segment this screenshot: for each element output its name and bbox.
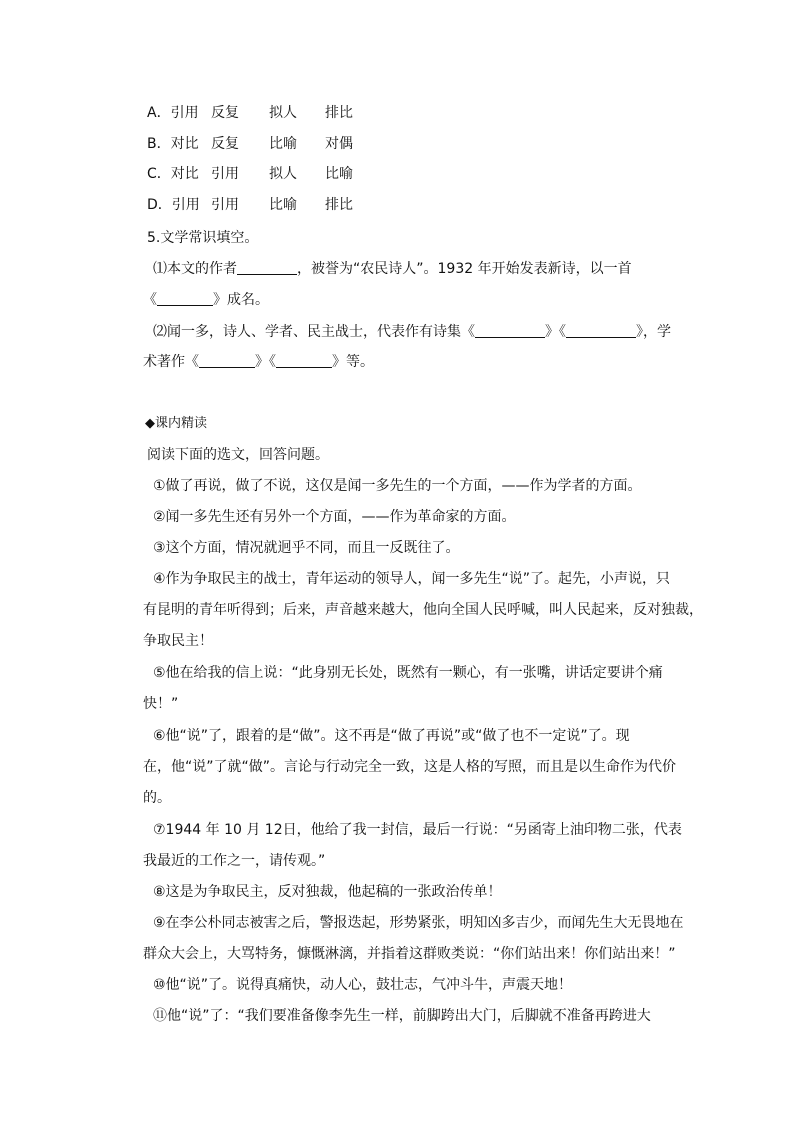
option-item: 反复 [211,136,239,152]
paragraph-line: ①做了再说，做了不说，这仅是闻一多先生的一个方面，——作为学者的方面。 [153,478,642,494]
text-segment: 》等。 [332,354,374,370]
paragraph-line: ③这个方面，情况就迥乎不同，而且一反既往了。 [153,540,460,556]
text-segment: 》，学 [636,324,671,340]
text-segment: ，被誉为“农民诗人”。1932 年开始发表新诗，以一首 [297,261,632,277]
option-letter: C． [147,166,171,182]
paragraph-line: 在，他“说”了就“做”。言论与行动完全一致，这是人格的写照，而且是以生命作为代价 [143,759,677,775]
option-item: 排比 [325,197,353,213]
answer-blank[interactable] [475,323,545,338]
answer-blank[interactable] [566,323,636,338]
option-item: 对比 [170,166,199,182]
section-heading: ◆课内精读 [145,416,207,431]
option-c [147,164,375,184]
section-intro: 阅读下面的选文，回答问题。 [147,447,329,463]
option-item: 对偶 [325,136,353,152]
question-5-part-2-line-2 [143,352,374,372]
text-segment: 《 [143,292,157,308]
option-item: 引用 [170,105,199,121]
answer-blank[interactable] [237,260,297,275]
option-d [147,195,375,215]
paragraph-line: ⑥他“说”了，跟着的是“做”。这不再是“做了再说”或“做了也不一定说”了。现 [153,728,630,744]
text-segment: 》《 [255,354,276,370]
answer-blank[interactable] [199,353,255,368]
question-5-title: 5.文学常识填空。 [147,230,259,246]
question-5-part-1-line-1 [153,259,632,279]
option-item: 排比 [325,105,353,121]
text-segment: ⑴本文的作者 [153,261,237,277]
option-item: 引用 [211,166,239,182]
option-item: 引用 [171,197,200,213]
paragraph-line: 的。 [143,790,171,806]
paragraph-line: 快！” [143,696,179,712]
paragraph-line: ⑨在李公朴同志被害之后，警报迭起，形势紧张，明知凶多吉少，而闻先生大无畏地在 [153,915,684,931]
option-item: 拟人 [269,166,297,182]
option-item: 比喻 [269,197,297,213]
paragraph-line: 群众大会上，大骂特务，慷慨淋漓，并指着这群败类说：“你们站出来！你们站出来！” [143,946,676,962]
paragraph-line: 有昆明的青年听得到；后来，声音越来越大，他向全国人民呼喊，叫人民起来，反对独裁， [143,602,703,618]
option-a [147,103,375,123]
paragraph-line: ⑧这是为争取民主，反对独裁，他起稿的一张政治传单！ [153,884,502,900]
answer-blank[interactable] [157,291,213,306]
paragraph-line: ⑩他“说”了。说得真痛快，动人心，鼓壮志，气冲斗牛，声震天地！ [153,977,573,993]
option-item: 比喻 [269,136,297,152]
option-item: 反复 [211,105,239,121]
answer-blank[interactable] [276,353,332,368]
paragraph-line: ⑪他“说”了：“我们要准备像李先生一样，前脚跨出大门，后脚就不准备再跨进大 [153,1008,651,1024]
paragraph-line: ⑤他在给我的信上说：“此身别无长处，既然有一颗心，有一张嘴，讲话定要讲个痛 [153,665,663,681]
option-letter: D． [147,197,172,213]
option-item: 对比 [170,136,199,152]
option-letter: B． [147,136,171,152]
text-segment: 》《 [545,324,566,340]
question-5-part-2-line-1 [153,322,671,342]
option-item: 比喻 [325,166,353,182]
option-b [147,134,375,154]
text-segment: ⑵闻一多，诗人、学者、民主战士，代表作有诗集《 [153,324,475,340]
paragraph-line: ⑦1944 年 10 月 12日，他给了我一封信，最后一行说：“另函寄上油印物二张，代表 [153,822,682,838]
paragraph-line: ②闻一多先生还有另外一个方面，——作为革命家的方面。 [153,509,516,525]
paragraph-line: 争取民主！ [143,633,213,649]
text-segment: 》成名。 [213,292,269,308]
option-letter: A． [147,105,171,121]
option-item: 引用 [211,197,239,213]
option-item: 拟人 [269,105,297,121]
question-5-part-1-line-2 [143,290,269,310]
paragraph-line: 我最近的工作之一，请传观。” [143,853,326,869]
paragraph-line: ④作为争取民主的战士，青年运动的领导人，闻一多先生“说”了。起先，小声说，只 [153,571,671,587]
text-segment: 术著作《 [143,354,199,370]
